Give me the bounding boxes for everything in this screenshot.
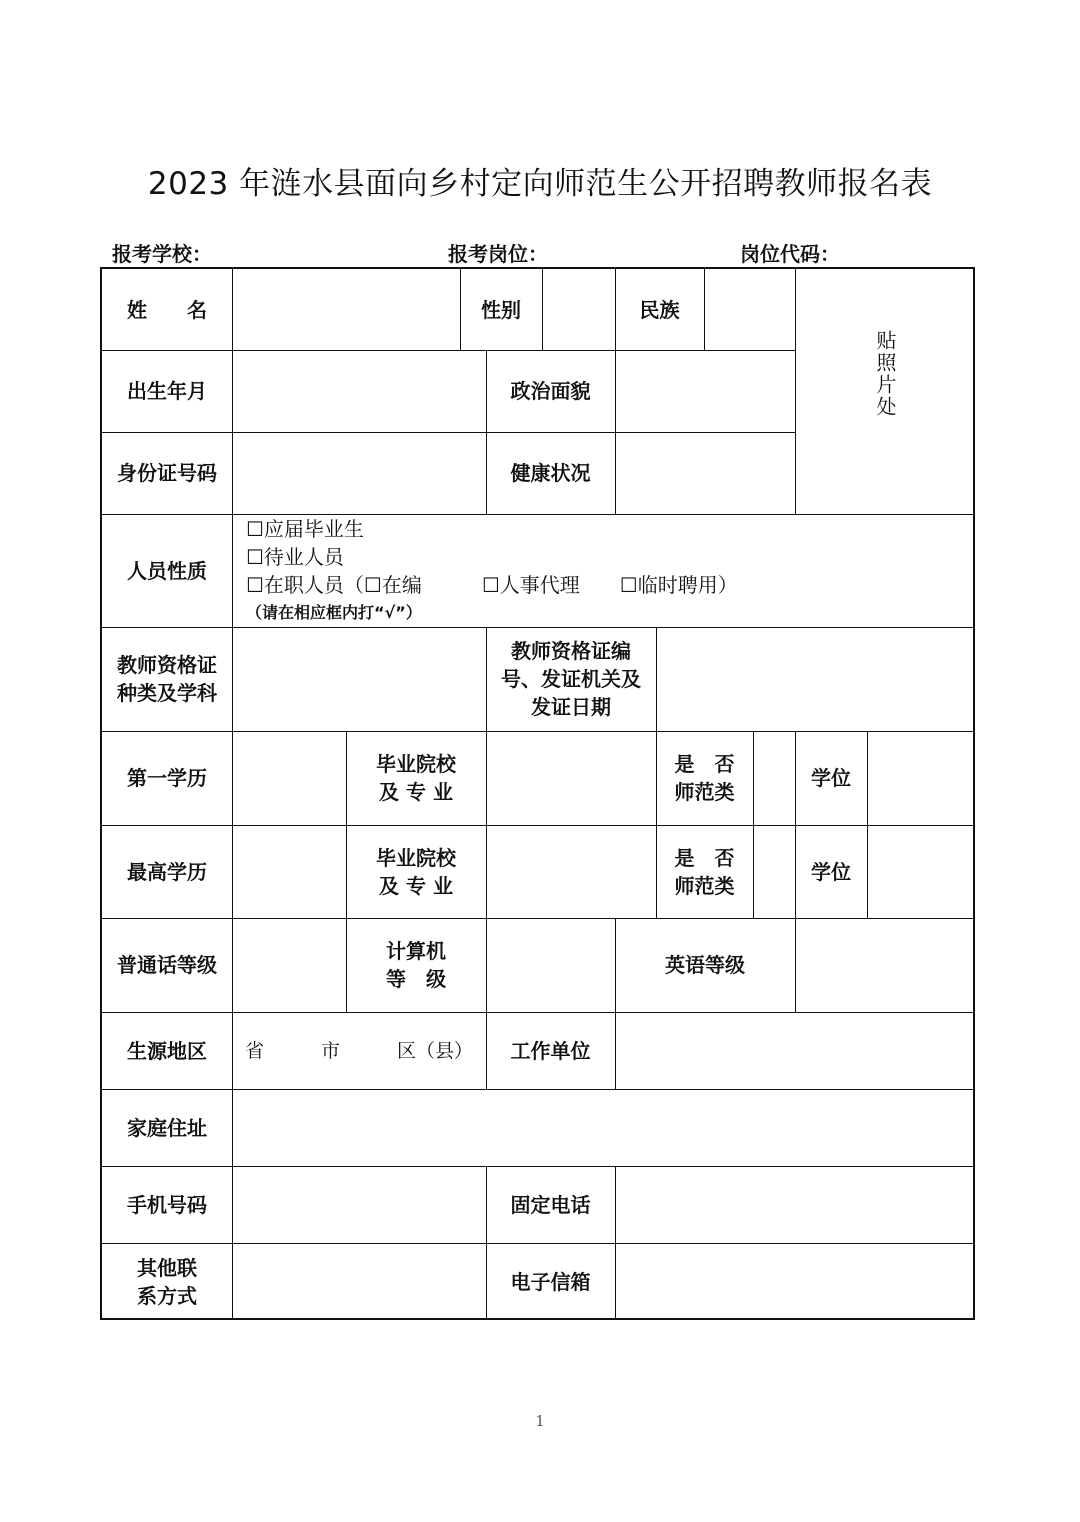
landline-label: 固定电话	[510, 1192, 591, 1217]
mandarin-field[interactable]	[232, 918, 346, 1012]
first-edu-field[interactable]	[232, 731, 346, 825]
mobile-field[interactable]	[232, 1166, 486, 1243]
cert-number-field[interactable]	[656, 627, 975, 731]
first-edu-label: 第一学历	[127, 766, 207, 790]
grad-school-label-1: 毕业院校 及 专 业	[376, 752, 456, 804]
degree-field-2[interactable]	[867, 825, 975, 918]
degree-label-1: 学位	[811, 766, 851, 790]
name-field[interactable]	[232, 269, 460, 350]
origin-field[interactable]: 省 市 区（县）	[244, 1039, 473, 1062]
other-contact-label: 其他联 系方式	[137, 1255, 197, 1308]
option-unemployed[interactable]: ☐待业人员	[246, 545, 344, 569]
is-normal-field-1[interactable]	[753, 731, 795, 825]
apply-post-label: 报考岗位：	[448, 242, 548, 266]
grad-school-label-2: 毕业院校 及 专 业	[376, 845, 456, 898]
birth-field[interactable]	[232, 350, 486, 432]
post-code-label: 岗位代码：	[740, 242, 840, 266]
email-field[interactable]	[615, 1243, 975, 1320]
grad-school-field-2[interactable]	[486, 825, 656, 918]
cert-type-label: 教师资格证 种类及学科	[117, 653, 217, 705]
address-label: 家庭住址	[127, 1115, 207, 1140]
ethnicity-label: 民族	[639, 297, 680, 322]
origin-label: 生源地区	[127, 1038, 207, 1063]
ethnicity-field[interactable]	[704, 269, 795, 350]
workplace-field[interactable]	[615, 1012, 975, 1089]
health-field[interactable]	[615, 432, 795, 514]
address-field[interactable]	[232, 1089, 975, 1166]
mobile-label: 手机号码	[127, 1192, 207, 1217]
political-label: 政治面貌	[510, 379, 591, 403]
computer-field[interactable]	[486, 918, 615, 1012]
check-note: （请在相应框内打“√”）	[246, 603, 422, 622]
mandarin-label: 普通话等级	[117, 953, 217, 977]
option-employed[interactable]: ☐在职人员（☐在编 ☐人事代理 ☐临时聘用）	[246, 573, 738, 597]
personnel-options[interactable]	[246, 515, 738, 627]
degree-label-2: 学位	[811, 859, 851, 884]
english-label: 英语等级	[665, 953, 745, 977]
cert-number-label: 教师资格证编 号、发证机关及 发证日期	[501, 639, 641, 719]
computer-label: 计算机 等 级	[386, 939, 446, 991]
landline-field[interactable]	[615, 1166, 975, 1243]
name-label: 姓 名	[127, 297, 207, 322]
email-label: 电子信箱	[510, 1269, 591, 1294]
id-number-label: 身份证号码	[117, 461, 217, 485]
workplace-label: 工作单位	[510, 1038, 591, 1063]
political-field[interactable]	[615, 350, 795, 432]
other-contact-field[interactable]	[232, 1243, 486, 1320]
birth-label: 出生年月	[127, 379, 207, 403]
photo-area[interactable]	[795, 269, 975, 514]
gender-field[interactable]	[542, 269, 615, 350]
registration-form-table	[100, 267, 975, 1320]
is-normal-label-1: 是 否 师范类	[674, 752, 735, 804]
gender-label: 性别	[481, 297, 521, 322]
health-label: 健康状况	[510, 461, 591, 485]
english-field[interactable]	[795, 918, 975, 1012]
id-number-field[interactable]	[232, 432, 486, 514]
page-number: 1	[535, 1412, 545, 1430]
personnel-type-label: 人员性质	[127, 558, 207, 583]
option-fresh-graduate[interactable]: ☐应届毕业生	[246, 517, 364, 541]
grad-school-field-1[interactable]	[486, 731, 656, 825]
photo-label: 贴照片处	[873, 329, 897, 418]
form-title: 2023 年涟水县面向乡村定向师范生公开招聘教师报名表	[147, 166, 933, 202]
apply-school-label: 报考学校：	[112, 242, 212, 266]
highest-edu-field[interactable]	[232, 825, 346, 918]
cert-type-field[interactable]	[232, 627, 486, 731]
highest-edu-label: 最高学历	[127, 859, 207, 884]
degree-field-1[interactable]	[867, 731, 975, 825]
is-normal-label-2: 是 否 师范类	[674, 845, 735, 898]
is-normal-field-2[interactable]	[753, 825, 795, 918]
